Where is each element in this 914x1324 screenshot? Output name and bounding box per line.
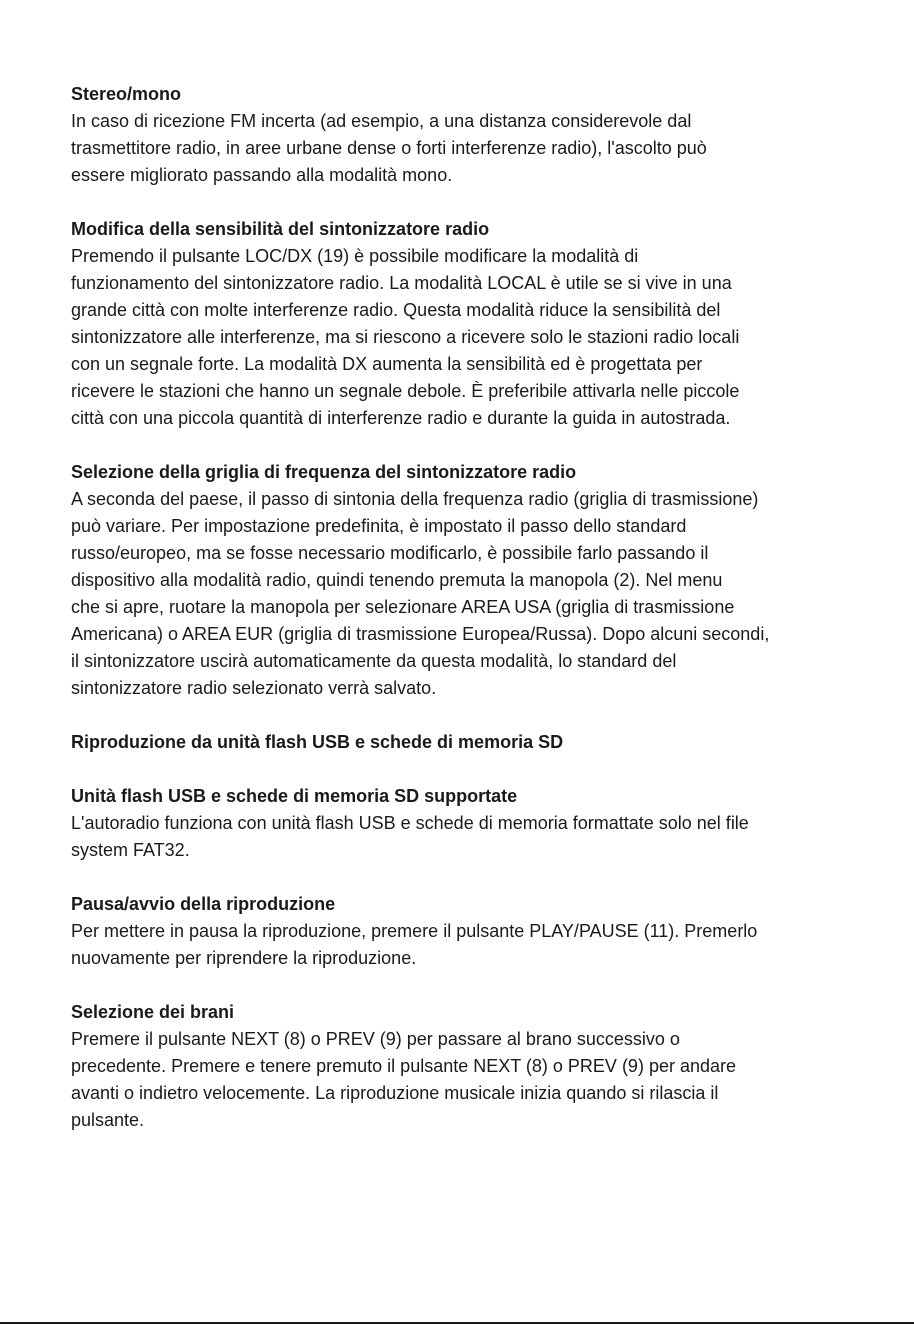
paragraph-line: A seconda del paese, il passo di sintonia della frequenza radio (griglia di trasmissione) [71, 489, 759, 509]
paragraph-line: In caso di ricezione FM incerta (ad esempio, a una distanza considerevole dal [71, 111, 692, 131]
paragraph-line: che si apre, ruotare la manopola per selezionare AREA USA (griglia di trasmissione [71, 597, 735, 617]
section-spacer [71, 972, 871, 999]
section-pause-play [71, 891, 871, 972]
paragraph-line: dispositivo alla modalità radio, quindi tenendo premuta la manopola (2). Nel menu [71, 570, 723, 590]
section-heading: Selezione dei brani [71, 1002, 235, 1022]
section-heading: Riproduzione da unità flash USB e schede di memoria SD [71, 732, 564, 752]
paragraph-line: Americana) o AREA EUR (griglia di trasmissione Europea/Russa). Dopo alcuni secondi, [71, 624, 770, 644]
paragraph-line: ricevere le stazioni che hanno un segnale debole. È preferibile attivarla nelle piccole [71, 381, 740, 401]
paragraph-line: essere migliorato passando alla modalità mono. [71, 165, 453, 185]
section-paragraph [71, 810, 871, 864]
paragraph-line: russo/europeo, ma se fosse necessario modificarlo, è possibile farlo passando il [71, 543, 709, 563]
paragraph-line: system FAT32. [71, 840, 190, 860]
section-heading: Stereo/mono [71, 84, 182, 104]
paragraph-line: Premendo il pulsante LOC/DX (19) è possibile modificare la modalità di [71, 246, 639, 266]
paragraph-line: trasmettitore radio, in aree urbane dense o forti interferenze radio), l'ascolto può [71, 138, 707, 158]
paragraph-line: sintonizzatore radio selezionato verrà salvato. [71, 678, 437, 698]
document-page [71, 81, 871, 1134]
paragraph-line: Premere il pulsante NEXT (8) o PREV (9) per passare al brano successivo o [71, 1029, 680, 1049]
section-heading: Selezione della griglia di frequenza del sintonizzatore radio [71, 462, 577, 482]
section-spacer [71, 189, 871, 216]
section-track-selection [71, 999, 871, 1134]
paragraph-line: pulsante. [71, 1110, 145, 1130]
section-frequency-grid [71, 459, 871, 702]
section-paragraph [71, 1026, 871, 1134]
paragraph-line: nuovamente per riprendere la riproduzione. [71, 948, 417, 968]
paragraph-line: avanti o indietro velocemente. La riproduzione musicale inizia quando si rilascia il [71, 1083, 719, 1103]
paragraph-line: il sintonizzatore uscirà automaticamente da questa modalità, lo standard del [71, 651, 677, 671]
section-heading: Pausa/avvio della riproduzione [71, 894, 336, 914]
paragraph-line: città con una piccola quantità di interferenze radio e durante la guida in autostrada. [71, 408, 731, 428]
section-paragraph [71, 486, 871, 702]
section-spacer [71, 864, 871, 891]
paragraph-line: Per mettere in pausa la riproduzione, premere il pulsante PLAY/PAUSE (11). Premerlo [71, 921, 758, 941]
paragraph-line: grande città con molte interferenze radio. Questa modalità riduce la sensibilità del [71, 300, 721, 320]
section-sensitivity [71, 216, 871, 432]
section-spacer [71, 756, 871, 783]
section-supported-media [71, 783, 871, 864]
paragraph-line: sintonizzatore alle interferenze, ma si riescono a ricevere solo le stazioni radio locali [71, 327, 740, 347]
section-paragraph [71, 918, 871, 972]
section-stereo-mono [71, 81, 871, 189]
paragraph-line: funzionamento del sintonizzatore radio. La modalità LOCAL è utile se si vive in una [71, 273, 732, 293]
section-spacer [71, 432, 871, 459]
paragraph-line: può variare. Per impostazione predefinita, è impostato il passo dello standard [71, 516, 687, 536]
section-usb-sd-playback [71, 729, 871, 756]
section-spacer [71, 702, 871, 729]
paragraph-line: precedente. Premere e tenere premuto il pulsante NEXT (8) o PREV (9) per andare [71, 1056, 737, 1076]
section-heading: Modifica della sensibilità del sintonizzatore radio [71, 219, 490, 239]
section-paragraph [71, 108, 871, 189]
paragraph-line: con un segnale forte. La modalità DX aumenta la sensibilità ed è progettata per [71, 354, 703, 374]
section-paragraph [71, 243, 871, 432]
paragraph-line: L'autoradio funziona con unità flash USB e schede di memoria formattate solo nel file [71, 813, 749, 833]
section-heading: Unità flash USB e schede di memoria SD supportate [71, 786, 518, 806]
